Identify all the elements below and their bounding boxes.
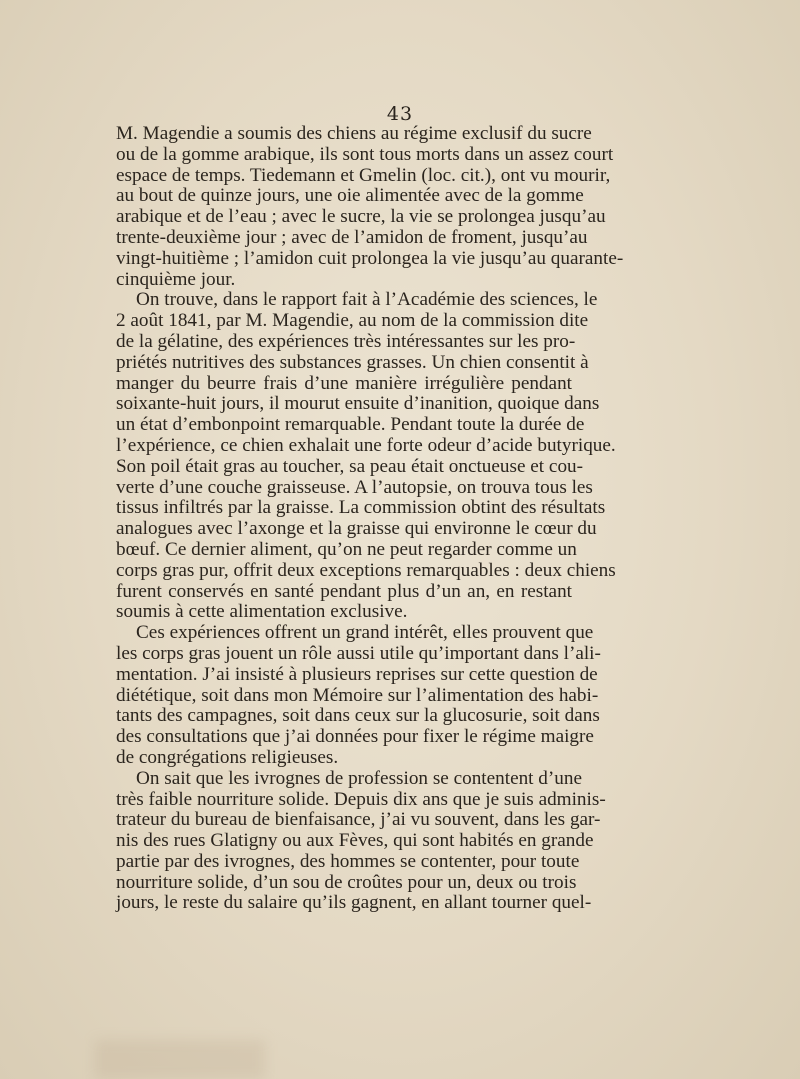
text-line: soumis à cette alimentation exclusive. — [116, 601, 408, 623]
text-line: des consultations que j’ai données pour fixer le régime maigre — [116, 726, 594, 748]
text-line: un état d’embonpoint remarquable. Pendant toute la durée de — [116, 414, 585, 436]
text-line: ou de la gomme arabique, ils sont tous morts dans un assez court — [116, 143, 614, 165]
text-line: analogues avec l’axonge et la graisse qui environne le cœur du — [116, 518, 597, 540]
paragraph — [116, 123, 624, 290]
text-line: nourriture solide, d’un sou de croûtes pour un, deux ou trois — [116, 871, 577, 893]
text-line: soixante-huit jours, il mourut ensuite d’inanition, quoique dans — [116, 393, 600, 415]
text-line: Ces expériences offrent un grand intérêt, elles prouvent que — [136, 622, 594, 644]
body-text — [116, 123, 624, 914]
paragraph — [116, 622, 601, 769]
text-line: de congrégations religieuses. — [116, 746, 339, 768]
text-line: tissus infiltrés par la graisse. La commission obtint des résultats — [116, 497, 606, 519]
text-line: verte d’une couche graisseuse. A l’autopsie, on trouva tous les — [116, 476, 593, 498]
page-number: 43 — [386, 103, 414, 125]
text-line: au bout de quinze jours, une oie alimentée avec de la gomme — [116, 185, 584, 207]
text-line: partie par des ivrognes, des hommes se contenter, pour toute — [116, 850, 580, 872]
text-line: l’expérience, ce chien exhalait une forte odeur d’acide butyrique. — [116, 434, 616, 456]
text-line: Son poil était gras au toucher, sa peau était onctueuse et cou- — [116, 455, 584, 477]
text-line: diététique, soit dans mon Mémoire sur l’alimentation des habi- — [116, 684, 599, 706]
text-line: furent conservés en santé pendant plus d’un an, en restant — [116, 580, 572, 602]
text-line: bœuf. Ce dernier aliment, qu’on ne peut regarder comme un — [116, 538, 577, 560]
paper-stain — [95, 1040, 265, 1079]
text-line: 2 août 1841, par M. Magendie, au nom de la commission dite — [116, 310, 589, 332]
text-line: cinquième jour. — [116, 268, 236, 290]
text-line: manger du beurre frais d’une manière irrégulière pendant — [116, 372, 572, 394]
text-line: les corps gras jouent un rôle aussi utile qu’important dans l’ali- — [116, 642, 601, 664]
text-line: priétés nutritives des substances grasses. Un chien consentit à — [116, 351, 589, 373]
text-line: tants des campagnes, soit dans ceux sur la glucosurie, soit dans — [116, 705, 600, 727]
text-line: vingt-huitième ; l’amidon cuit prolongea la vie jusqu’au quarante- — [116, 247, 624, 269]
text-line: jours, le reste du salaire qu’ils gagnent, en allant tourner quel- — [116, 892, 592, 914]
paragraph — [116, 767, 606, 915]
text-line: corps gras pur, offrit deux exceptions remarquables : deux chiens — [116, 559, 616, 581]
text-line: nis des rues Glatigny ou aux Fèves, qui sont habités en grande — [116, 830, 594, 852]
text-line: arabique et de l’eau ; avec le sucre, la vie se prolongea jusqu’au — [116, 206, 606, 228]
text-line: trateur du bureau de bienfaisance, j’ai vu souvent, dans les gar- — [116, 809, 601, 831]
paragraph — [116, 289, 616, 623]
text-line: espace de temps. Tiedemann et Gmelin (loc. cit.), ont vu mourir, — [116, 164, 611, 186]
text-line: On trouve, dans le rapport fait à l’Académie des sciences, le — [136, 289, 598, 311]
text-line: mentation. J’ai insisté à plusieurs reprises sur cette question de — [116, 663, 598, 685]
text-line: de la gélatine, des expériences très intéressantes sur les pro- — [116, 330, 576, 352]
text-line: trente-deuxième jour ; avec de l’amidon de froment, jusqu’au — [116, 226, 588, 248]
text-line: très faible nourriture solide. Depuis dix ans que je suis adminis- — [116, 788, 606, 810]
text-line: On sait que les ivrognes de profession se contentent d’une — [136, 767, 582, 789]
text-line: M. Magendie a soumis des chiens au régime exclusif du sucre — [116, 123, 592, 144]
